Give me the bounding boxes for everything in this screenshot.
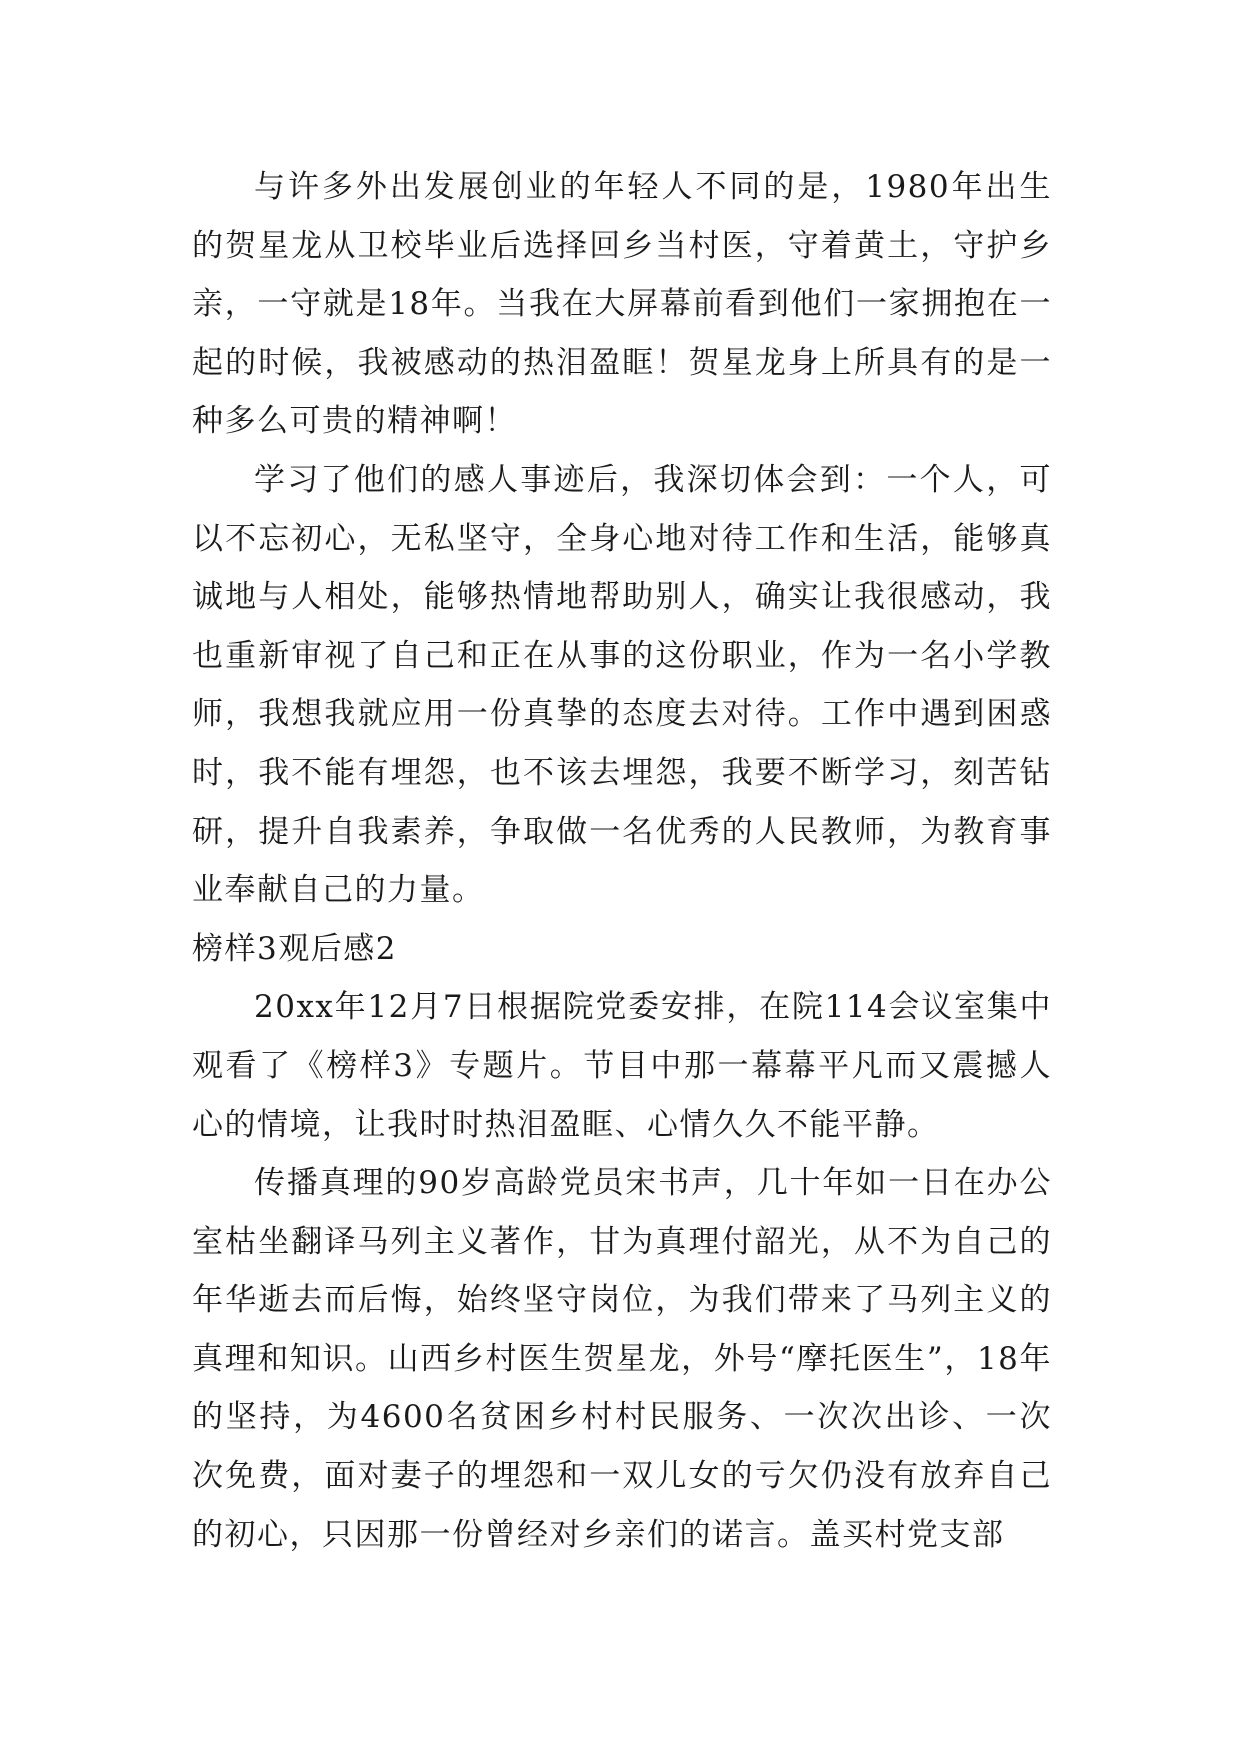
body-paragraph: 20xx年12月7日根据院党委安排，在院114会议室集中观看了《榜样3》专题片。节目中那一幕幕平凡而又震撼人心的情境，让我时时热泪盈眶、心情久久不能平静。 xyxy=(192,989,1052,1143)
section-heading: 榜样3观后感2 xyxy=(192,930,397,967)
document-body xyxy=(192,158,1052,1564)
body-paragraph: 与许多外出发展创业的年轻人不同的是，1980年出生的贺星龙从卫校毕业后选择回乡当村医，守着黄土，守护乡亲，一守就是18年。当我在大屏幕前看到他们一家拥抱在一起的时候，我被感动的热泪盈眶！贺星龙身上所具有的是一种多么可贵的精神啊！ xyxy=(192,169,1052,440)
body-paragraph: 学习了他们的感人事迹后，我深切体会到：一个人，可以不忘初心，无私坚守，全身心地对待工作和生活，能够真诚地与人相处，能够热情地帮助别人，确实让我很感动，我也重新审视了自己和正在从事的这份职业，作为一名小学教师，我想我就应用一份真挚的态度去对待。工作中遇到困惑时，我不能有埋怨，也不该去埋怨，我要不断学习，刻苦钻研，提升自我素养，争取做一名优秀的人民教师，为教育事业奉献自己的力量。 xyxy=(192,461,1052,909)
body-paragraph: 传播真理的90岁高龄党员宋书声，几十年如一日在办公室枯坐翻译马列主义著作，甘为真理付韶光，从不为自己的年华逝去而后悔，始终坚守岗位，为我们带来了马列主义的真理和知识。山西乡村医生贺星龙，外号“摩托医生”，18年的坚持，为4600名贫困乡村村民服务、一次次出诊、一次次免费，面对妻子的埋怨和一双儿女的亏欠仍没有放弃自己的初心，只因那一份曾经对乡亲们的诺言。盖买村党支部 xyxy=(192,1165,1052,1553)
